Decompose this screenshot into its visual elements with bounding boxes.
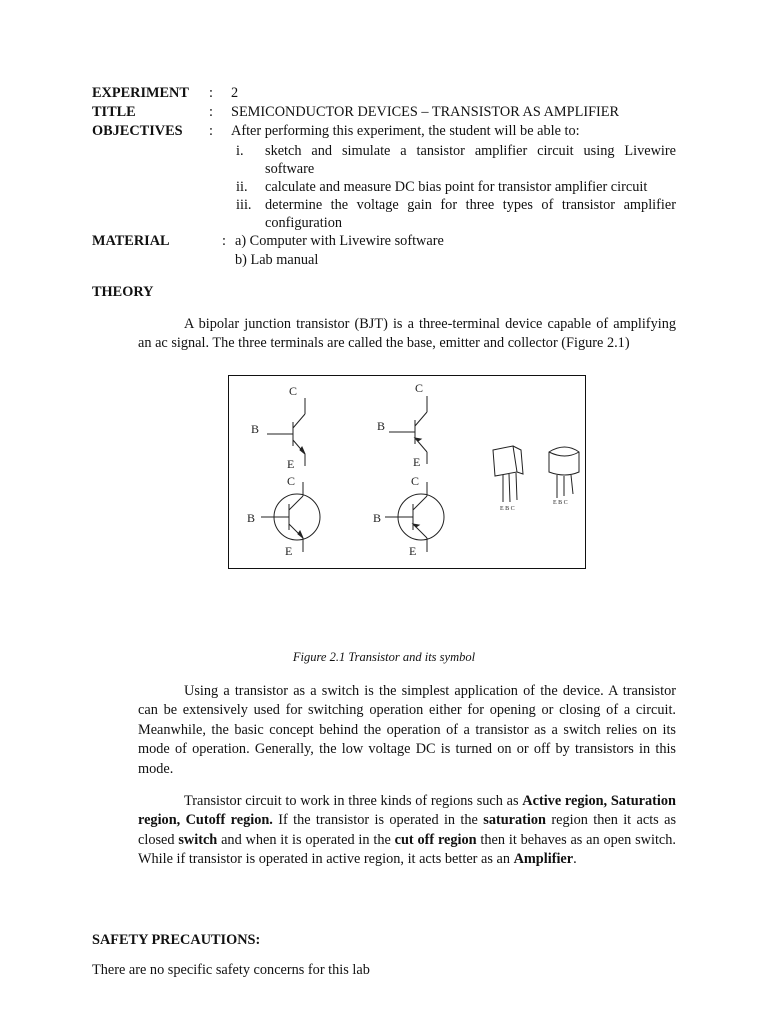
figure-caption: Figure 2.1 Transistor and its symbol xyxy=(292,650,476,664)
objective-number: i. xyxy=(236,143,244,159)
material-item: b) Lab manual xyxy=(235,252,319,268)
bold-saturation: saturation xyxy=(483,812,547,829)
npn-circle-symbol-icon xyxy=(261,482,320,552)
material-label: MATERIAL xyxy=(92,233,170,249)
bold-switch: switch xyxy=(178,831,218,848)
title-value: SEMICONDUCTOR DEVICES – TRANSISTOR AS AMPLIFIER xyxy=(231,104,620,120)
label-e: E xyxy=(409,544,417,558)
paragraph-text: . xyxy=(573,851,577,868)
objective-number: ii. xyxy=(236,179,248,195)
label-e: E xyxy=(413,455,421,469)
colon: : xyxy=(222,233,226,249)
label-b: B xyxy=(377,419,386,433)
paragraph-text: then it behaves as an open switch. While if transistor is operated in active region, it acts better as an xyxy=(138,831,676,868)
package-pin-labels: E B C xyxy=(500,506,515,512)
colon: : xyxy=(209,85,213,101)
material-item: a) Computer with Livewire software xyxy=(235,233,444,249)
paragraph-text: Using a transistor as a switch is the simplest application of the device. A transistor can be extensively used for switching operation either for opening or closing of a circuit. Meanwhile, the basic concept behind the operation of a transistor as a switch relies on its mode of operation. Generally, the low voltage DC is turned on or off by transistors in this mode. xyxy=(138,683,676,777)
objectives-intro: After performing this experiment, the student will be able to: xyxy=(231,123,580,139)
objective-text: sketch and simulate a tansistor amplifier circuit using Livewire xyxy=(265,143,676,159)
colon: : xyxy=(209,123,213,139)
label-c: C xyxy=(289,384,298,398)
transistor-figure xyxy=(228,375,586,569)
objective-text: determine the voltage gain for three types of transistor amplifier xyxy=(265,197,676,213)
title-label: TITLE xyxy=(92,104,136,120)
objective-text-cont: software xyxy=(265,161,315,177)
theory-paragraph-2 xyxy=(138,682,676,779)
label-e: E xyxy=(287,457,295,471)
label-b: B xyxy=(247,511,256,525)
npn-symbol-icon xyxy=(267,398,305,466)
paragraph-text: If the transistor is operated in the xyxy=(272,812,484,829)
label-b: B xyxy=(251,422,260,436)
objective-text-cont: configuration xyxy=(265,215,343,231)
package-pin-labels: E B C xyxy=(553,500,568,506)
theory-heading: THEORY xyxy=(92,284,154,300)
bold-amplifier: Amplifier xyxy=(513,851,574,868)
transistor-package-icon xyxy=(549,447,579,498)
theory-paragraph-3 xyxy=(138,792,676,870)
pnp-symbol-icon xyxy=(389,396,427,464)
paragraph-text: Transistor circuit to work in three kinds of regions such as xyxy=(184,793,523,809)
objective-number: iii. xyxy=(236,197,252,213)
transistor-symbols-drawing xyxy=(229,376,587,570)
objectives-label: OBJECTIVES xyxy=(92,123,183,139)
bold-regions: Active region, Saturation region, Cutoff region. xyxy=(138,793,676,829)
label-b: B xyxy=(373,511,382,525)
pnp-circle-symbol-icon xyxy=(385,482,444,552)
safety-heading: SAFETY PRECAUTIONS: xyxy=(92,932,261,948)
safety-text: There are no specific safety concerns for this lab xyxy=(92,962,370,978)
label-c: C xyxy=(411,474,420,488)
objective-text: calculate and measure DC bias point for transistor amplifier circuit xyxy=(265,179,648,195)
paragraph-text: A bipolar junction transistor (BJT) is a three-terminal device capable of amplifying an ac signal. The three terminals are called the base, emitter and collector (Figure 2.1) xyxy=(138,316,676,352)
paragraph-text: region then it acts as closed xyxy=(138,812,677,848)
colon: : xyxy=(209,104,213,120)
transistor-package-icon xyxy=(493,446,523,502)
theory-paragraph-1 xyxy=(138,315,676,354)
experiment-label: EXPERIMENT xyxy=(92,85,189,101)
label-e: E xyxy=(285,544,293,558)
paragraph-text: and when it is operated in the xyxy=(217,831,395,848)
label-c: C xyxy=(287,474,296,488)
label-c: C xyxy=(415,381,424,395)
experiment-value: 2 xyxy=(231,85,239,101)
bold-cutoff: cut off region xyxy=(394,831,477,848)
